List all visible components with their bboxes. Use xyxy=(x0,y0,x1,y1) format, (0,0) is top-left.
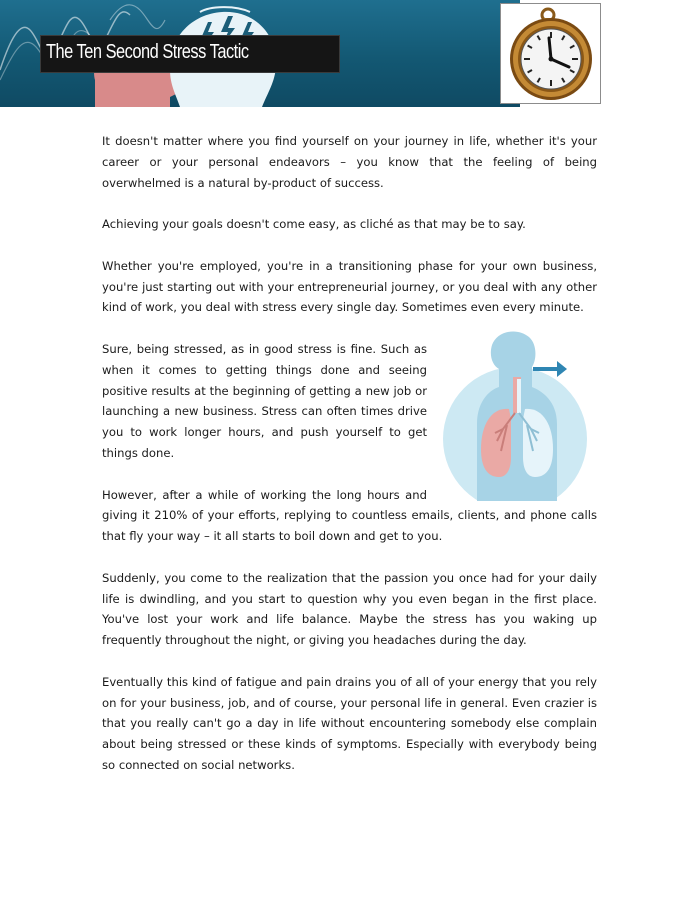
page-title: The Ten Second Stress Tactic xyxy=(46,41,249,63)
lungs-illustration xyxy=(437,329,597,501)
paragraph-4 xyxy=(102,339,597,464)
paragraph-7: Eventually this kind of fatigue and pain drains you of all of your energy that you rely on for your business, job, and of course, your personal life in general. Even crazier is that you really can't go a day in life without encountering somebody else complain about being stressed or these kinds of symptoms. Especially with everybody being so connected on social networks. xyxy=(102,674,597,772)
article-body xyxy=(102,131,597,797)
paragraph-4-text: Sure, being stressed, as in good stress is fine. Such as when it comes to getting things done and seeing positive results at the beginning of getting a new job or launching a new business. Stress can often times drive you to work longer hours, and push yourself to get things done. xyxy=(102,341,427,460)
clock-image-frame xyxy=(500,3,601,104)
paragraph-3: Whether you're employed, you're in a transitioning phase for your own business, you're just starting out with your entrepreneurial journey, or you deal with any other kind of work, you deal with stress every single day. Sometimes even every minute. xyxy=(102,258,597,315)
paragraph-6: Suddenly, you come to the realization that the passion you once had for your daily life is dwindling, and you start to question why you even began in the first place. You've lost your work and life balance. Maybe the stress has you waking up frequently throughout the night, or giving you headaches during the day. xyxy=(102,570,597,648)
paragraph-1: It doesn't matter where you find yourself on your journey in life, whether it's your career or your personal endeavors – you know that the feeling of being overwhelmed is a natural by-product of success. xyxy=(102,134,597,190)
paragraph-5: However, after a while of working the long hours and giving it 210% of your efforts, replying to countless emails, clients, and phone calls that fly your way – it all starts to boil down and get to you. xyxy=(102,487,597,544)
paragraph-4-block xyxy=(102,339,597,464)
pocket-watch-icon xyxy=(501,4,600,103)
paragraph-2: Achieving your goals doesn't come easy, as cliché as that may be to say. xyxy=(102,217,526,232)
lungs-icon xyxy=(437,329,597,501)
